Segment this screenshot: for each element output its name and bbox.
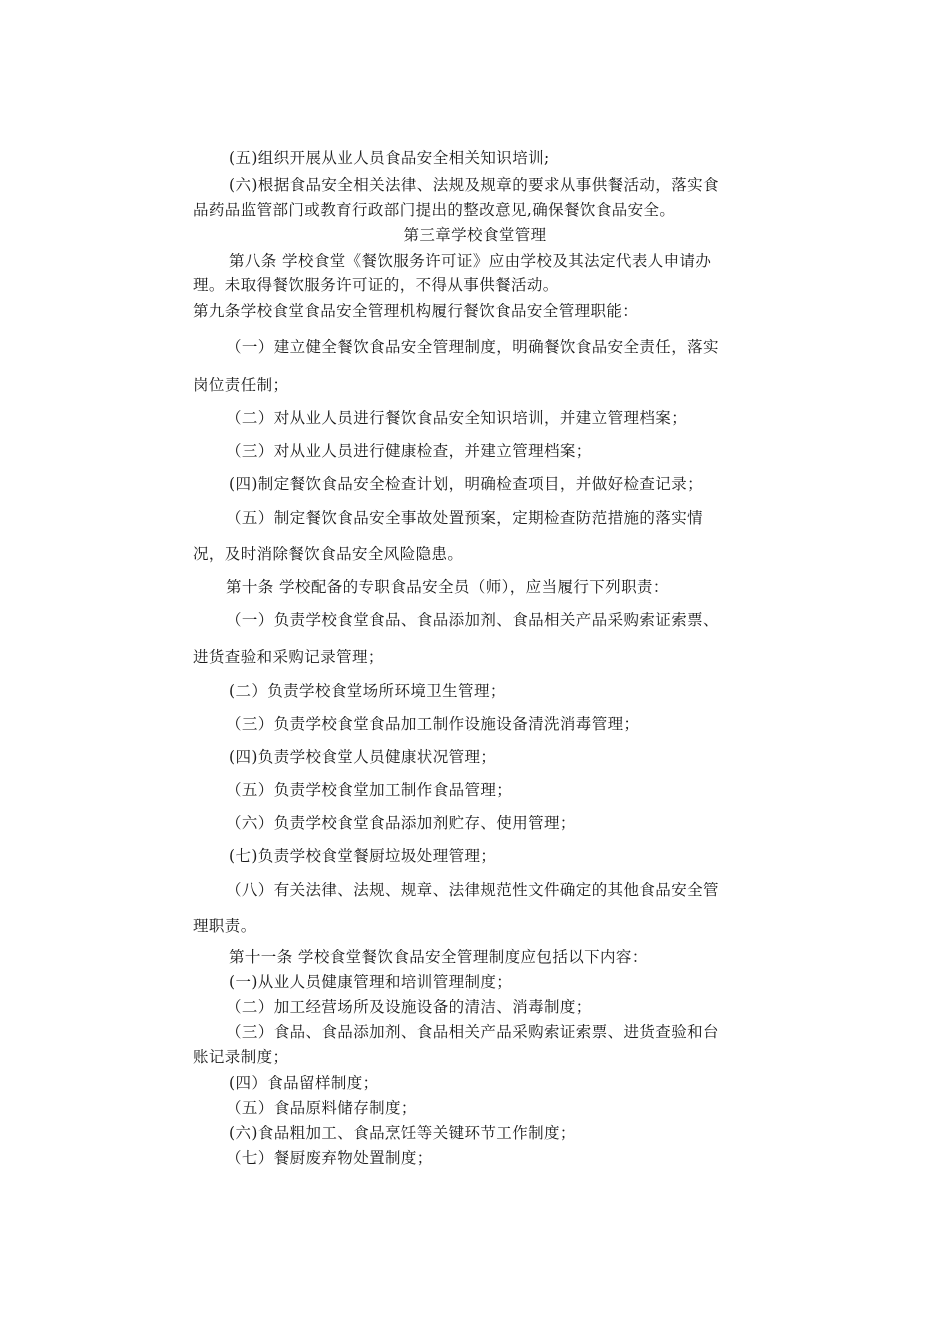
paragraph-line: 进货查验和采购记录管理； (193, 648, 384, 666)
paragraph-line: 岗位责任制； (193, 376, 289, 394)
paragraph-line: （七）餐厨废弃物处置制度； (226, 1149, 433, 1167)
paragraph-line: （一）建立健全餐饮食品安全管理制度，明确餐饮食品安全责任，落实 (226, 338, 719, 356)
paragraph-line: (四)制定餐饮食品安全检查计划，明确检查项目，并做好检查记录； (229, 475, 703, 493)
paragraph-line: （八）有关法律、法规、规章、法律规范性文件确定的其他食品安全管 (226, 881, 719, 899)
paragraph-line: 品药品监管部门或教育行政部门提出的整改意见,确保餐饮食品安全。 (193, 201, 676, 219)
paragraph-line: （二）对从业人员进行餐饮食品安全知识培训，并建立管理档案； (226, 409, 688, 427)
paragraph-line: 第十一条 学校食堂餐饮食品安全管理制度应包括以下内容： (229, 948, 648, 966)
paragraph-line: （二）加工经营场所及设施设备的清洁、消毒制度； (226, 998, 592, 1016)
paragraph-line: (一)从业人员健康管理和培训管理制度； (229, 973, 513, 991)
paragraph-line: 理职责。 (193, 917, 257, 935)
paragraph-line: 第八条 学校食堂《餐饮服务许可证》应由学校及其法定代表人申请办 (229, 252, 712, 270)
paragraph-line: 理。未取得餐饮服务许可证的，不得从事供餐活动。 (193, 276, 559, 294)
paragraph-line: （三）对从业人员进行健康检查，并建立管理档案； (226, 442, 592, 460)
paragraph-line: 账记录制度； (193, 1048, 289, 1066)
paragraph-line: （五）食品原料储存制度； (226, 1099, 417, 1117)
paragraph-line: (四)负责学校食堂人员健康状况管理； (229, 748, 497, 766)
paragraph-line: (六)食品粗加工、食品烹饪等关键环节工作制度； (229, 1124, 576, 1142)
paragraph-line: 第九条学校食堂食品安全管理机构履行餐饮食品安全管理职能： (193, 302, 639, 320)
paragraph-line: 况，及时消除餐饮食品安全风险隐患。 (193, 545, 464, 563)
paragraph-line: (七)负责学校食堂餐厨垃圾处理管理； (229, 847, 497, 865)
paragraph-line: (四）食品留样制度； (229, 1074, 379, 1092)
paragraph-line: （一）负责学校食堂食品、食品添加剂、食品相关产品采购索证索票、 (226, 611, 719, 629)
paragraph-line: （五）制定餐饮食品安全事故处置预案，定期检查防范措施的落实情 (226, 509, 704, 527)
paragraph-line: (五)组织开展从业人员食品安全相关知识培训; (229, 149, 550, 167)
chapter-title: 第三章学校食堂管理 (403, 226, 547, 244)
paragraph-line: （五）负责学校食堂加工制作食品管理； (226, 781, 513, 799)
paragraph-line: （六）负责学校食堂食品添加剂贮存、使用管理； (226, 814, 576, 832)
paragraph-line: （三）食品、食品添加剂、食品相关产品采购索证索票、进货查验和台 (226, 1023, 719, 1041)
paragraph-line: 第十条 学校配备的专职食品安全员（师），应当履行下列职责： (226, 578, 669, 596)
paragraph-line: (六)根据食品安全相关法律、法规及规章的要求从事供餐活动，落实食 (229, 176, 719, 194)
paragraph-line: (二）负责学校食堂场所环境卫生管理； (229, 682, 506, 700)
paragraph-line: （三）负责学校食堂食品加工制作设施设备清洗消毒管理； (226, 715, 640, 733)
